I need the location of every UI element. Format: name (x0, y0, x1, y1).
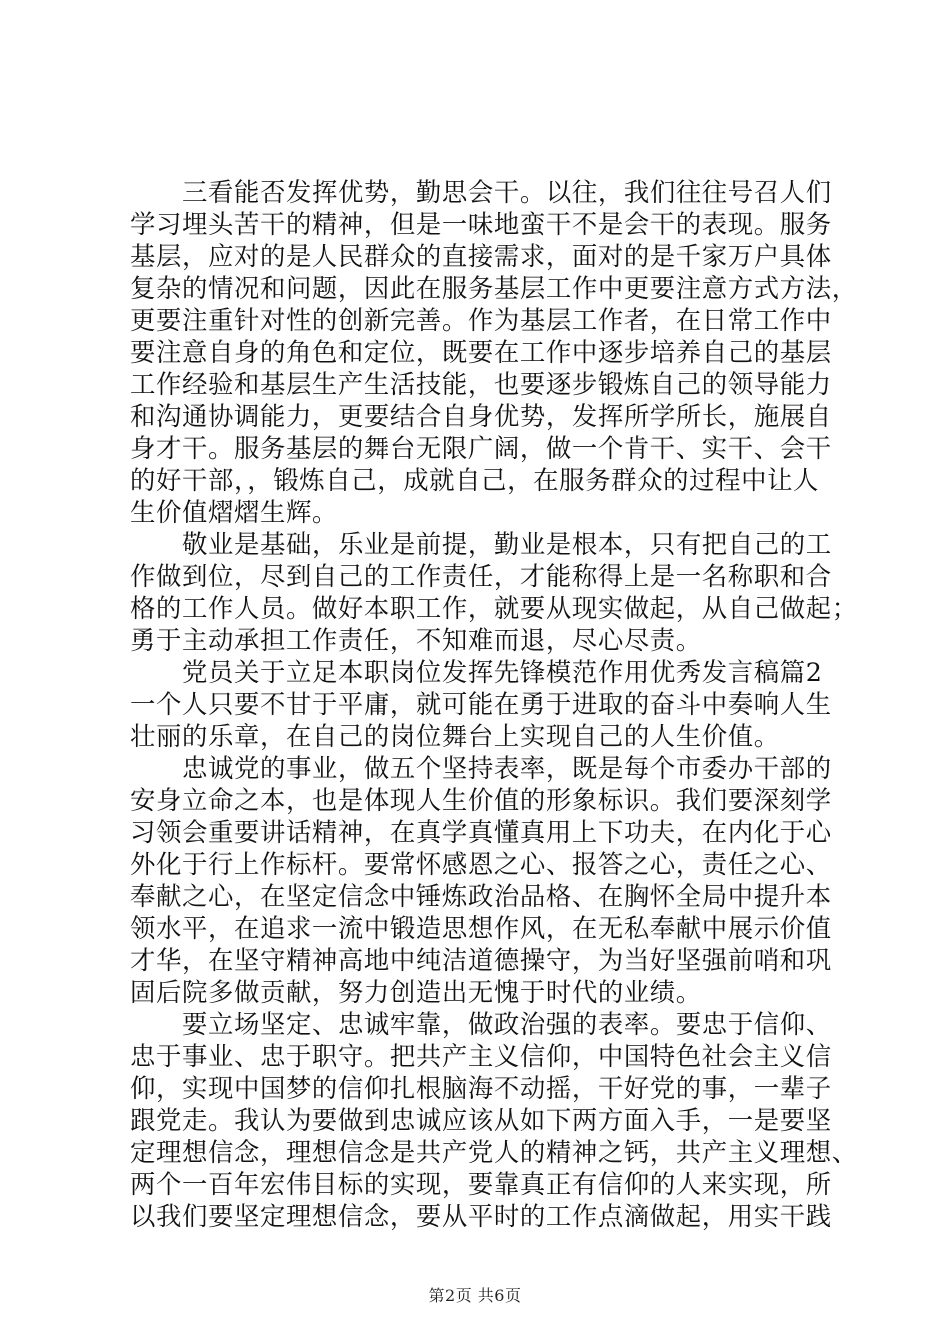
text-line: 固后院多做贡献，努力创造出无愧于时代的业绩。 (130, 977, 702, 1007)
body-text (130, 176, 858, 1232)
paragraph-1 (130, 176, 858, 528)
text-line: 和沟通协调能力，更要结合自身优势，发挥所学所长，施展自 (130, 401, 832, 431)
text-line: 学习埋头苦干的精神，但是一味地蛮干不是会干的表现。服务 (130, 209, 832, 239)
text-line: 格的工作人员。做好本职工作，就要从现实做起，从自己做起； (130, 593, 858, 623)
paragraph-3 (130, 656, 830, 752)
text-line: 基层，应对的是人民群众的直接需求，面对的是千家万户具体 (130, 241, 832, 271)
text-line: 仰，实现中国梦的信仰扎根脑海不动摇，干好党的事，一辈子 (130, 1073, 832, 1103)
text-line: 作做到位，尽到自己的工作责任，才能称得上是一名称职和合 (130, 561, 832, 591)
text-line: 复杂的情况和问题，因此在服务基层工作中更要注意方式方法， (130, 273, 858, 303)
text-line: 忠诚党的事业，做五个坚持表率，既是每个市委办干部的 (182, 753, 832, 783)
text-line: 安身立命之本，也是体现人生价值的形象标识。我们要深刻学 (130, 785, 832, 815)
paragraph-4 (130, 752, 830, 1008)
text-line: 工作经验和基层生产生活技能，也要逐步锻炼自己的领导能力 (130, 369, 832, 399)
text-line: 定理想信念，理想信念是共产党人的精神之钙，共产主义理想、 (130, 1137, 858, 1167)
text-line: 生价值熠熠生辉。 (130, 497, 338, 527)
text-line: 外化于行上作标杆。要常怀感恩之心、报答之心，责任之心、 (130, 849, 832, 879)
section-heading: 党员关于立足本职岗位发挥先锋模范作用优秀发言稿篇2 (182, 657, 823, 687)
text-line: 跟党走。我认为要做到忠诚应该从如下两方面入手，一是要坚 (130, 1105, 832, 1135)
text-line: 三看能否发挥优势，勤思会干。以往，我们往往号召人们 (182, 177, 832, 207)
text-line: 要注意自身的角色和定位，既要在工作中逐步培养自己的基层 (130, 337, 832, 367)
page-number-label: 第2页 共6页 (428, 1286, 522, 1305)
paragraph-5 (130, 1008, 858, 1232)
page-footer (0, 1283, 950, 1306)
text-line: 的好干部，，锻炼自己，成就自己，在服务群众的过程中让人 (130, 465, 820, 495)
text-line: 奉献之心，在坚定信念中锤炼政治品格、在胸怀全局中提升本 (130, 881, 832, 911)
text-line: 领水平，在追求一流中锻造思想作风，在无私奉献中展示价值 (130, 913, 832, 943)
text-line: 一个人只要不甘于平庸，就可能在勇于进取的奋斗中奏响人生 (130, 689, 832, 719)
text-line: 更要注重针对性的创新完善。作为基层工作者，在日常工作中 (130, 305, 832, 335)
text-line: 两个一百年宏伟目标的实现，要靠真正有信仰的人来实现，所 (130, 1169, 832, 1199)
text-line: 敬业是基础，乐业是前提，勤业是根本，只有把自己的工 (182, 529, 832, 559)
text-line: 身才干。服务基层的舞台无限广阔，做一个肯干、实干、会干 (130, 433, 832, 463)
text-line: 才华，在坚守精神高地中纯洁道德操守，为当好坚强前哨和巩 (130, 945, 832, 975)
text-line: 习领会重要讲话精神，在真学真懂真用上下功夫，在内化于心 (130, 817, 832, 847)
text-line: 以我们要坚定理想信念，要从平时的工作点滴做起，用实干践 (130, 1201, 832, 1231)
text-line: 壮丽的乐章，在自己的岗位舞台上实现自己的人生价值。 (130, 721, 780, 751)
paragraph-2 (130, 528, 858, 656)
text-line: 忠于事业、忠于职守。把共产主义信仰，中国特色社会主义信 (130, 1041, 832, 1071)
text-line: 勇于主动承担工作责任，不知难而退，尽心尽责。 (130, 625, 702, 655)
text-line: 要立场坚定、忠诚牢靠，做政治强的表率。要忠于信仰、 (182, 1009, 832, 1039)
